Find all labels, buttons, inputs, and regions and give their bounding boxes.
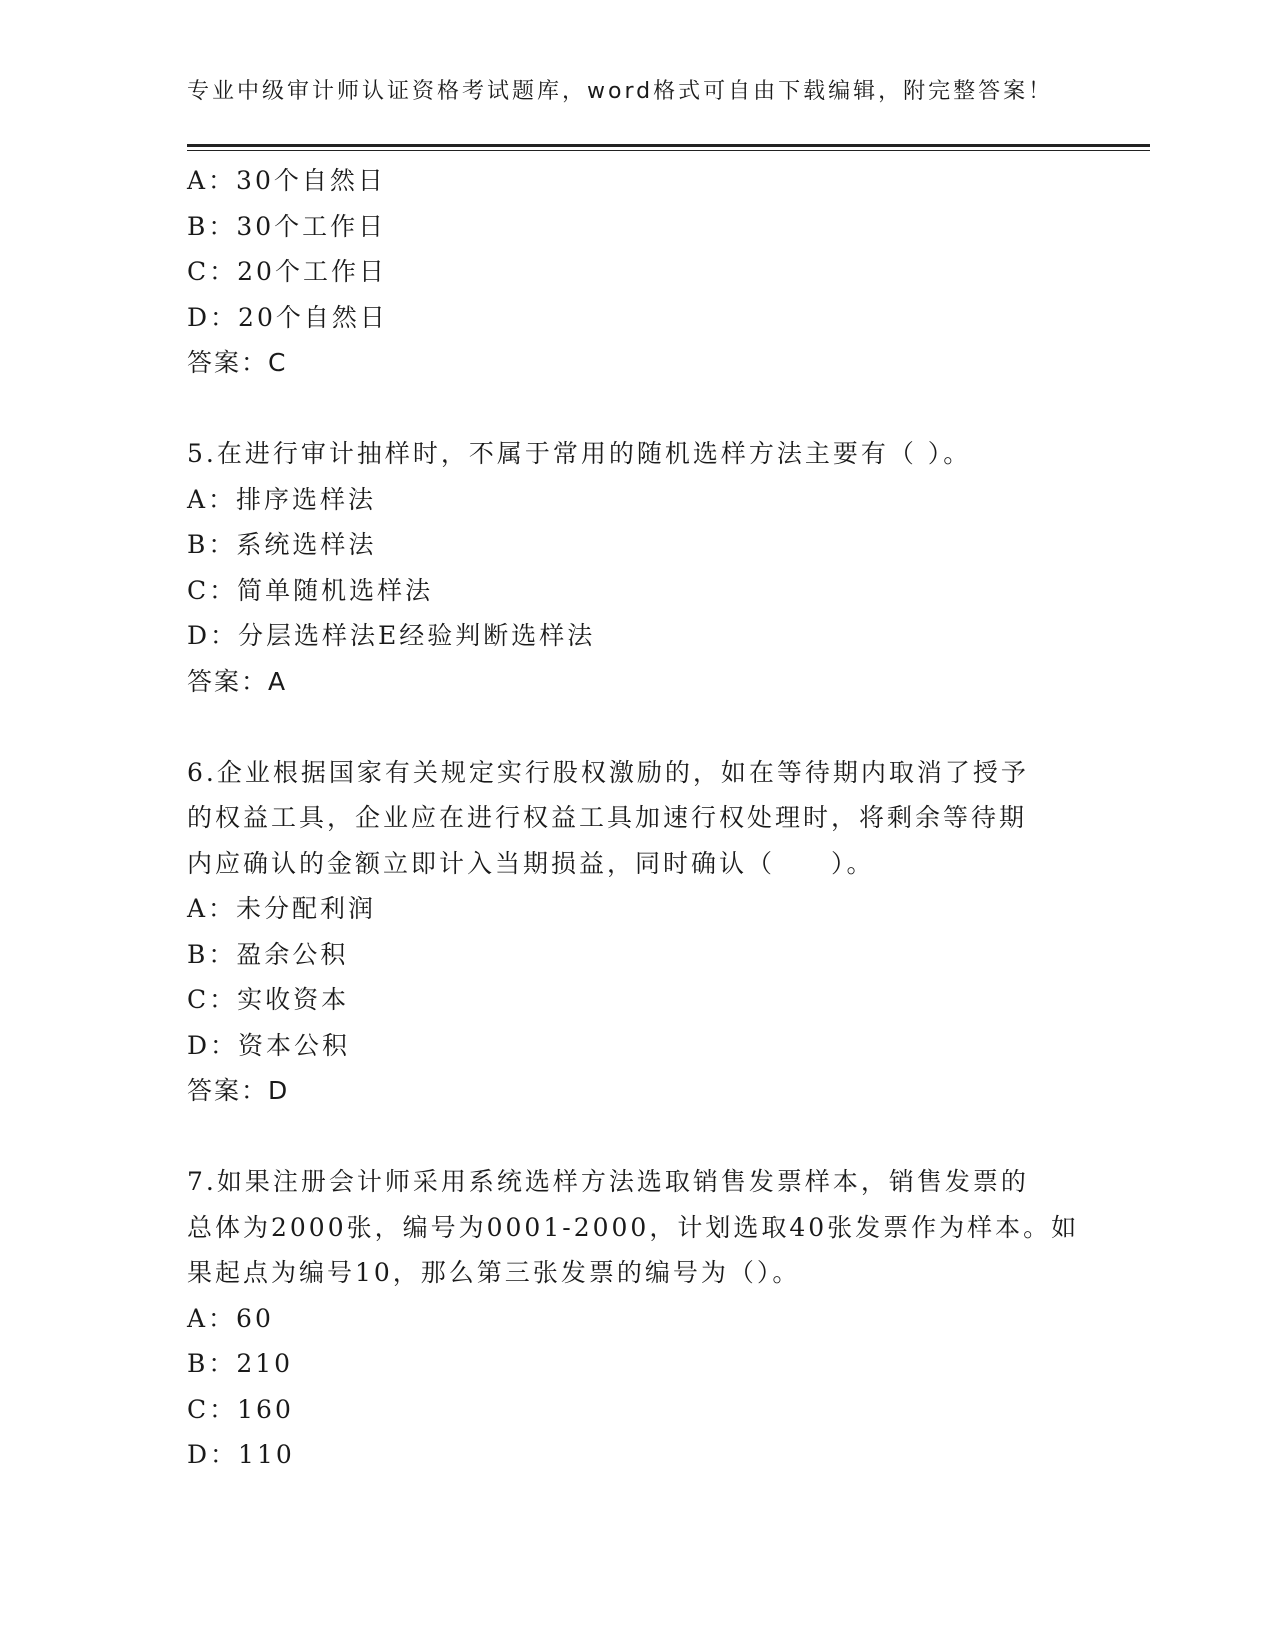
option-b: B：210 — [187, 1349, 294, 1378]
question-stem-line: 7.如果注册会计师采用系统选样方法选取销售发票样本，销售发票的 — [187, 1167, 1029, 1196]
option-a: A：30个自然日 — [187, 166, 386, 195]
question-5 — [187, 431, 1067, 704]
header-rule-thick — [187, 144, 1150, 147]
option-b: B：盈余公积 — [187, 939, 349, 969]
question-stem: 5.在进行审计抽样时，不属于常用的随机选样方法主要有（ ）。 — [187, 439, 972, 468]
answer: 答案：A — [187, 666, 288, 696]
option-a: A：未分配利润 — [187, 894, 377, 923]
option-c: C：简单随机选样法 — [187, 575, 434, 605]
question-7 — [187, 1159, 1080, 1478]
option-c: C：20个工作日 — [187, 257, 387, 286]
option-a: A：排序选样法 — [187, 484, 377, 514]
question-stem-line: 内应确认的金额立即计入当期损益，同时确认（ ）。 — [187, 848, 875, 878]
answer: 答案：C — [187, 348, 288, 377]
option-d: D：20个自然日 — [187, 302, 388, 332]
page-header: 专业中级审计师认证资格考试题库，word格式可自由下载编辑，附完整答案！ — [187, 79, 1054, 104]
option-d: D：资本公积 — [187, 1030, 351, 1060]
question-content — [187, 158, 1087, 1478]
option-b: B：30个工作日 — [187, 211, 387, 241]
spacer — [187, 1114, 1087, 1160]
question-stem-line: 总体为2000张，编号为0001-2000，计划选取40张发票作为样本。如 — [187, 1212, 1080, 1242]
option-a: A：60 — [187, 1303, 274, 1333]
question-stem-line: 6.企业根据国家有关规定实行股权激励的，如在等待期内取消了授予 — [187, 757, 1029, 787]
option-b: B：系统选样法 — [187, 530, 377, 559]
spacer — [187, 704, 1087, 750]
option-c: C：160 — [187, 1394, 294, 1424]
spacer — [187, 386, 1087, 432]
question-stem-line: 果起点为编号10，那么第三张发票的编号为（）。 — [187, 1258, 801, 1287]
question-6 — [187, 750, 1067, 1114]
option-c: C：实收资本 — [187, 985, 350, 1014]
question-stem-line: 的权益工具，企业应在进行权益工具加速行权处理时，将剩余等待期 — [187, 803, 1028, 832]
answer: 答案：D — [187, 1076, 290, 1105]
header-rule-thin — [187, 150, 1150, 151]
option-d: D：110 — [187, 1440, 295, 1469]
question-4 — [187, 158, 1067, 386]
option-d: D：分层选样法E经验判断选样法 — [187, 621, 596, 650]
